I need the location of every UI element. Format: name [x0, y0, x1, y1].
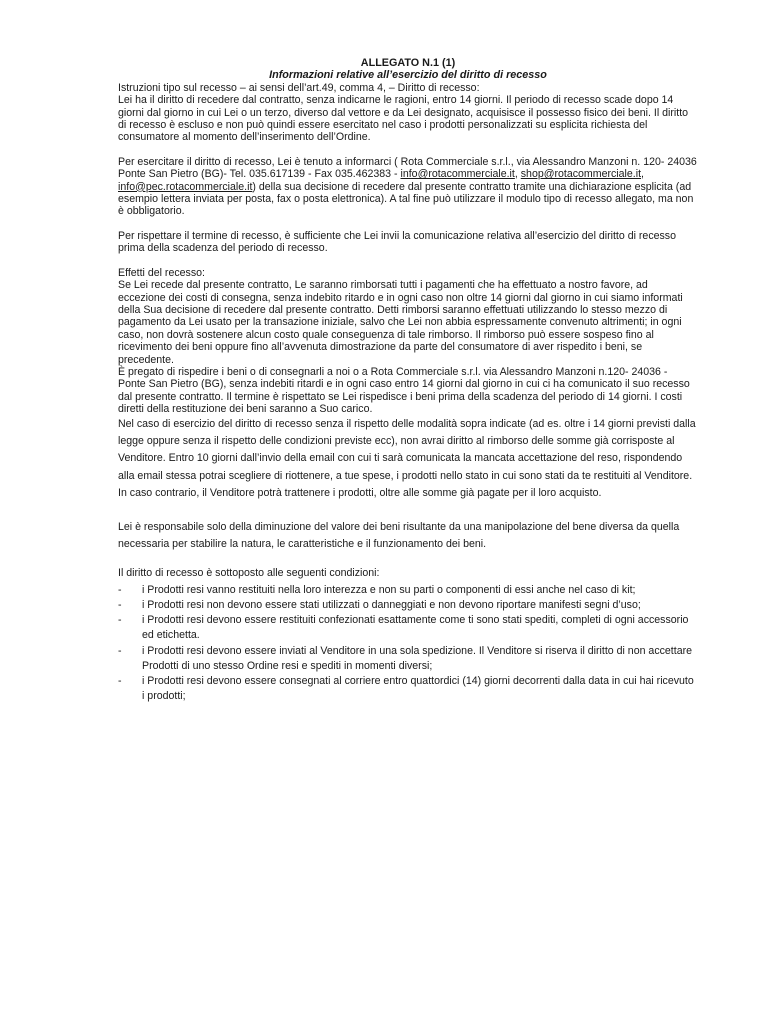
intro-paragraph: Lei ha il diritto di recedere dal contratto, senza indicarne le ragioni, entro 14 giorni. Il periodo di recesso scade dopo 14 giorni dal giorno in cui Lei o un terzo, diverso dal vettore e da Lei designato, acquisisce il possesso fisico dei beni. Il diritto di recesso è escluso e non può quindi essere esercitato nel caso i prodotti personalizzati su esplicita richiesta del consumatore al momento dell’inserimento dell’Ordine.	[118, 94, 689, 144]
contact-text-a: Per esercitare il diritto di recesso, Lei è tenuto a informarci ( Rota Commerciale s.r.l., via Alessandro Manzoni n. 120- 24036 Ponte San Pietro (BG)- Tel. 035.617139 - Fax 035.462383 -	[118, 155, 697, 181]
condition-text: i Prodotti resi devono essere inviati al Venditore in una sola spedizione. Il Venditore si riserva il diritto di non accettare Prodotti di uno stesso Ordine resi e spediti in momenti diversi;	[142, 644, 693, 672]
email-pec-link[interactable]: info@pec.rotacommerciale.it	[118, 180, 253, 193]
condition-text: i Prodotti resi devono essere consegnati al corriere entro quattordici (14) giorni decorrenti dalla data in cui hai ricevuto i prodotti;	[142, 675, 694, 703]
condition-item	[118, 644, 698, 674]
intro-heading: Istruzioni tipo sul recesso – ai sensi dell’art.49, comma 4, – Diritto di recesso:	[118, 81, 480, 94]
document-title: ALLEGATO N.1 (1)	[360, 57, 456, 69]
condition-text: i Prodotti resi devono essere restituiti confezionati esattamente come ti sono stati spediti, completi di ogni accessorio ed etichetta.	[142, 614, 689, 642]
condition-item	[118, 583, 698, 598]
condition-text: i Prodotti resi vanno restituiti nella loro interezza e non su parti o componenti di essi anche nel caso di kit;	[142, 583, 636, 596]
conditions-heading: Il diritto di recesso è sottoposto alle seguenti condizioni:	[118, 567, 380, 580]
effects-paragraph-3: Nel caso di esercizio del diritto di recesso senza il rispetto delle modalità sopra indicate (ad es. oltre i 14 giorni previsti dalla legge oppure senza il rispetto delle condizioni previste ecc), non avrai diritto al rimborso delle somme già corrisposte al Venditore. Entro 10 giorni dall’invio della email con cui ti sarà comunicata la mancata accettazione del reso, rispondendo alla email stessa potrai scegliere di riottenere, a tue spese, i prodotti nello stato in cui sono stati da te restituiti al Venditore. In caso contrario, il Venditore potrà trattenere i prodotti, oltre alle somme già pagate per il loro acquisto.	[118, 417, 696, 500]
list-bullet: -	[118, 583, 122, 596]
condition-text: i Prodotti resi non devono essere stati utilizzati o danneggiati e non devono riportare manifesti segni d’uso;	[142, 599, 641, 612]
email-shop-link[interactable]: shop@rotacommerciale.it	[520, 168, 642, 181]
effects-paragraph-1: Se Lei recede dal presente contratto, Le saranno rimborsati tutti i pagamenti che ha effettuato a nostro favore, ad eccezione dei costi di consegna, senza indebito ritardo e in ogni caso non oltre 14 giorni dal giorno in cui siamo informati della Sua decisione di recedere dal presente contratto. Detti rimborsi saranno effettuati utilizzando lo stesso mezzo di pagamento da Lei usato per la transazione iniziale, salvo che Lei non abbia espressamente convenuto altrimenti; in ogni caso, non dovrà sostenere alcun costo quale conseguenza di tale rimborso. Il rimborso può essere sospeso fino al ricevimento dei beni oppure fino all’avvenuta dimostrazione da parte del consumatore di aver rispedito i beni, se precedente.	[118, 279, 683, 366]
deadline-paragraph: Per rispettare il termine di recesso, è sufficiente che Lei invii la comunicazione relativa all’esercizio del diritto di recesso prima della scadenza del periodo di recesso.	[118, 229, 676, 255]
effects-paragraph-2: È pregato di rispedire i beni o di consegnarli a noi o a Rota Commerciale s.r.l. via Alessandro Manzoni n.120- 24036 - Ponte San Pietro (BG), senza indebiti ritardi e in ogni caso entro 14 giorni dal giorno in cui ci ha comunicato il suo recesso dal presente contratto. Il termine è rispettato se Lei rispedisce i beni prima della scadenza del periodo di 14 giorni. I costi diretti della restituzione dei beni saranno a Suo carico.	[118, 365, 690, 416]
list-bullet: -	[118, 644, 122, 657]
conditions-list	[118, 583, 698, 705]
contact-separator: ,	[641, 168, 644, 181]
list-bullet: -	[118, 675, 122, 688]
contact-separator: ,	[514, 168, 521, 181]
list-bullet: -	[118, 599, 122, 612]
effects-heading: Effetti del recesso:	[118, 266, 205, 279]
list-bullet: -	[118, 614, 122, 627]
condition-item	[118, 674, 698, 704]
condition-item	[118, 613, 698, 643]
document-body	[118, 57, 698, 704]
email-info-link[interactable]: info@rotacommerciale.it	[400, 168, 515, 181]
contact-paragraph	[118, 156, 698, 218]
contact-text-b: ) della sua decisione di recedere dal presente contratto tramite una dichiarazione esplicita (ad esempio lettera inviata per posta, fax o posta elettronica). A tal fine può utilizzare il modulo tipo di recesso allegato, ma non è obbligatorio.	[118, 180, 694, 218]
responsibility-paragraph: Lei è responsabile solo della diminuzione del valore dei beni risultante da una manipolazione del bene diversa da quella necessaria per stabilire la natura, le caratteristiche e il funzionamento dei beni.	[118, 520, 680, 550]
condition-item	[118, 598, 698, 613]
document-subtitle: Informazioni relative all’esercizio del diritto di recesso	[269, 69, 547, 82]
